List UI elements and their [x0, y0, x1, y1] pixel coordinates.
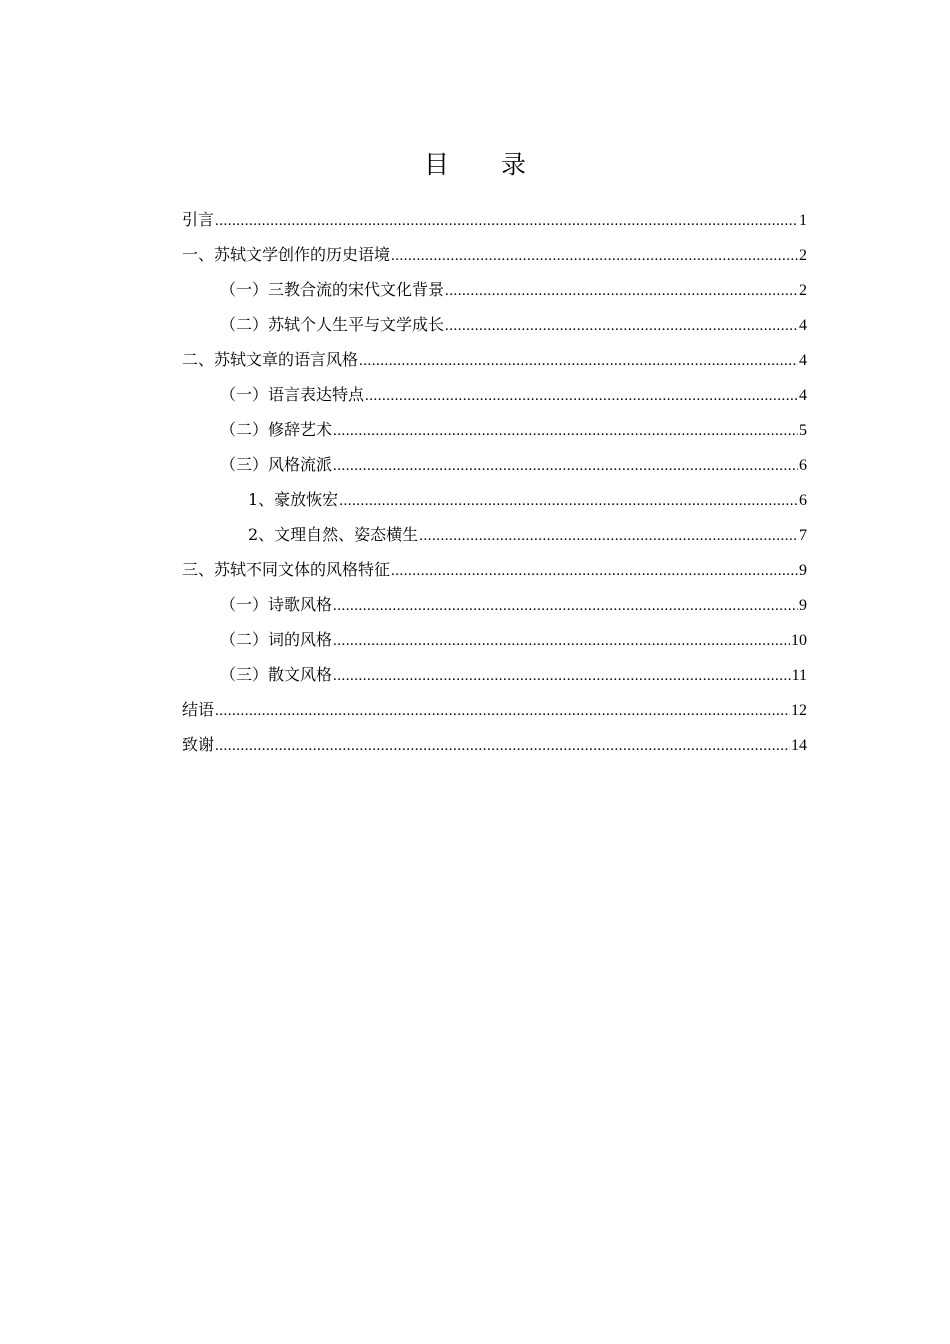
- toc-entry-title: （一）诗歌风格: [220, 595, 333, 614]
- toc-entry-title: （二）词的风格: [220, 630, 333, 649]
- toc-page-number: 2: [799, 247, 807, 264]
- toc-entry-title: （一）三教合流的宋代文化背景: [220, 280, 445, 299]
- toc-entry[interactable]: [182, 692, 807, 727]
- toc-dot-leader: [333, 659, 791, 692]
- toc-entry-title: 结语: [182, 700, 215, 719]
- toc-entry-title: 致谢: [182, 735, 215, 754]
- toc-dot-leader: [445, 309, 798, 342]
- toc-page-number: 4: [799, 387, 807, 404]
- toc-entry[interactable]: [182, 482, 807, 517]
- toc-page-number: 9: [799, 597, 807, 614]
- toc-entry-title: 三、苏轼不同文体的风格特征: [182, 560, 391, 579]
- toc-entry[interactable]: [182, 587, 807, 622]
- toc-entry-title: （二）修辞艺术: [220, 420, 333, 439]
- toc-page-number: 2: [799, 282, 807, 299]
- toc-entry[interactable]: [182, 342, 807, 377]
- toc-dot-leader: [391, 239, 798, 272]
- toc-entry-title: （二）苏轼个人生平与文学成长: [220, 315, 445, 334]
- toc-entry[interactable]: [182, 272, 807, 307]
- toc-entry[interactable]: [182, 412, 807, 447]
- toc-dot-leader: [333, 414, 798, 447]
- toc-page-number: 6: [799, 492, 807, 509]
- toc-page-number: 4: [799, 317, 807, 334]
- toc-entry[interactable]: [182, 727, 807, 762]
- toc-page-number: 7: [799, 527, 807, 544]
- toc-entry[interactable]: [182, 307, 807, 342]
- toc-entry-title: 引言: [182, 210, 215, 229]
- toc-entry-title: 2、文理自然、姿态横生: [248, 525, 419, 544]
- toc-entry[interactable]: [182, 237, 807, 272]
- toc-entry[interactable]: [182, 202, 807, 237]
- toc-page-number: 5: [799, 422, 807, 439]
- toc-page-number: 4: [799, 352, 807, 369]
- toc-entry[interactable]: [182, 622, 807, 657]
- toc-dot-leader: [215, 204, 798, 237]
- toc-dot-leader: [445, 274, 798, 307]
- toc-page-number: 12: [791, 702, 807, 719]
- toc-dot-leader: [215, 694, 790, 727]
- toc-entry-title: （三）风格流派: [220, 455, 333, 474]
- page-title: 目 录: [424, 150, 548, 179]
- toc-entry-title: （一）语言表达特点: [220, 385, 365, 404]
- toc-dot-leader: [215, 729, 790, 762]
- toc-dot-leader: [365, 379, 798, 412]
- toc-entry-title: 一、苏轼文学创作的历史语境: [182, 245, 391, 264]
- toc-dot-leader: [333, 589, 798, 622]
- toc-entry[interactable]: [182, 657, 807, 692]
- toc-entry[interactable]: [182, 447, 807, 482]
- toc-page-number: 11: [791, 667, 807, 684]
- toc-page-number: 10: [791, 632, 807, 649]
- toc-dot-leader: [339, 484, 798, 517]
- toc-entry[interactable]: [182, 552, 807, 587]
- toc-dot-leader: [419, 519, 798, 552]
- toc-entry[interactable]: [182, 377, 807, 412]
- toc-page-number: 9: [799, 562, 807, 579]
- toc-entry-title: （三）散文风格: [220, 665, 333, 684]
- toc-page-number: 1: [799, 212, 807, 229]
- toc-page-number: 14: [791, 737, 807, 754]
- toc-entry-title: 二、苏轼文章的语言风格: [182, 350, 359, 369]
- toc-dot-leader: [333, 624, 790, 657]
- toc-dot-leader: [359, 344, 798, 377]
- toc-entry[interactable]: [182, 517, 807, 552]
- toc-dot-leader: [333, 449, 798, 482]
- table-of-contents: [182, 202, 807, 762]
- toc-dot-leader: [391, 554, 798, 587]
- toc-page-number: 6: [799, 457, 807, 474]
- toc-entry-title: 1、豪放恢宏: [248, 490, 339, 509]
